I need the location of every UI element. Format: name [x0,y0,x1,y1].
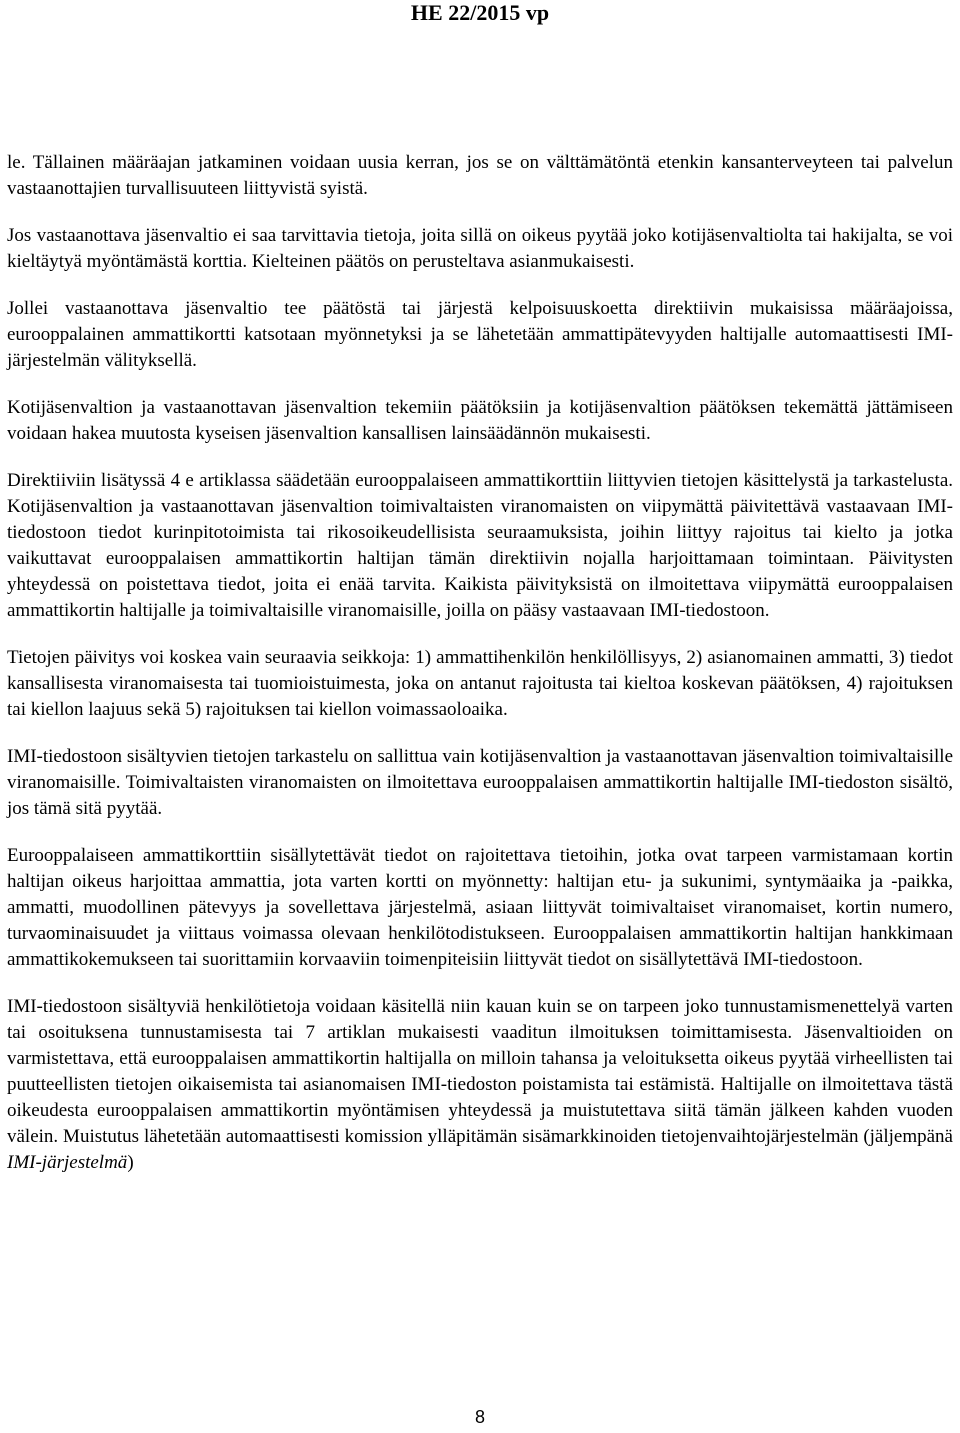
paragraph-1: le. Tällainen määräajan jatkaminen voidaan uusia kerran, jos se on välttämätöntä etenkin kansanterveyteen tai palvelun vastaanottajien turvallisuuteen liittyvistä syistä. [7,152,953,199]
paragraph-8: Eurooppalaiseen ammattikorttiin sisällytettävät tiedot on rajoitettava tietoihin, jotka ovat tarpeen varmistamaan kortin haltijan oikeus harjoittaa ammattia, jota varten kortti on myönnetty: haltijan etu- ja sukunimi, syntymäaika ja -paikka, ammatti, muodollinen pätevyys ja sovellettava järjestelmä, asiaan liittyvät toimivaltaiset viranomaiset, kortin numero, turvaominaisuudet ja viittaus voimassa olevaan henkilötodistukseen. Eurooppalaisen ammattikortin haltijan hankkimaan ammattikokemukseen tai suorittamiin korvaaviin toimenpiteisiin liittyvät tiedot on sisällytettävä IMI-tiedostoon. [7,845,953,970]
document-body [7,150,953,1197]
paragraph-3: Jollei vastaanottava jäsenvaltio tee päätöstä tai järjestä kelpoisuuskoetta direktiivin mukaisissa määräajoissa, eurooppalainen ammattikortti katsotaan myönnetyksi ja se lähetetään ammattipätevyyden haltijalle automaattisesti IMI- järjestelmän välityksellä. [7,298,953,371]
paragraph-4: Kotijäsenvaltion ja vastaanottavan jäsenvaltion tekemiin päätöksiin ja kotijäsenvaltion päätöksen tekemättä jättämiseen voidaan hakea muutosta kyseisen jäsenvaltion kansallisen lainsäädännön mukaisesti. [7,397,953,444]
paragraph-9-close-paren: ) [127,1152,134,1173]
paragraph-6: Tietojen päivitys voi koskea vain seuraavia seikkoja: 1) ammattihenkilön henkilöllisyys, 2) asianomainen ammatti, 3) tiedot kansallisesta viranomaisesta tai tuomioistuimesta, joka on antanut rajoitusta tai kieltoa koskevan päätöksen, 4) rajoituksen tai kiellon laajuus sekä 5) rajoituksen tai kiellon voimassaoloaika. [7,647,953,720]
paragraph-9-italic-term: IMI-järjestelmä [7,1152,128,1173]
paragraph-9 [7,994,953,1176]
paragraph-5: Direktiiviin lisätyssä 4 e artiklassa säädetään eurooppalaiseen ammattikorttiin liittyvien tietojen käsittelystä ja tarkastelusta. Kotijäsenvaltion ja vastaanottavan jäsenvaltion toimivaltaisten viranomaisten on viipymättä päivitettävä vastaavaan IMI-tiedostoon tiedot kurinpitotoimista tai rikosoikeudellisista seuraamuksista, joihin liittyy rajoitus tai kielto ja jotka vaikuttavat eurooppalaisen ammattikortin haltijan tämän direktiivin nojalla harjoittamaan toimintaan. Päivitysten yhteydessä on poistettava tiedot, joita ei enää tarvita. Kaikista päivityksistä on ilmoitettava viipymättä eurooppalaisen ammattikortin haltijalle ja toimivaltaisille viranomaisille, joilla on pääsy vastaavaan IMI-tiedostoon. [7,470,953,621]
paragraph-2: Jos vastaanottava jäsenvaltio ei saa tarvittavia tietoja, joita sillä on oikeus pyytää joko kotijäsenvaltiolta tai hakijalta, se voi kieltäytyä myöntämästä korttia. Kielteinen päätös on perusteltava asianmukaisesti. [7,225,953,272]
paragraph-7: IMI-tiedostoon sisältyvien tietojen tarkastelu on sallittua vain kotijäsenvaltion ja vastaanottavan jäsenvaltion toimivaltaisille viranomaisille. Toimivaltaisten viranomaisten on ilmoitettava eurooppalaisen ammattikortin haltijalle IMI-tiedoston sisältö, jos tämä sitä pyytää. [7,746,953,819]
paragraph-9-text: IMI-tiedostoon sisältyviä henkilötietoja voidaan käsitellä niin kauan kuin se on tarpeen joko tunnustamismenettelyä varten tai osoituksena tunnustamisesta tai 7 artiklan mukaisesti vaaditun ilmoituksen toimittamisesta. Jäsenvaltioiden on varmistettava, että eurooppalaisen ammattikortin haltijalla on milloin tahansa ja veloituksetta oikeus pyytää virheellisten tai puutteellisten tietojen oikaisemista tai asianomaisen IMI-tiedoston poistamista tai estämistä. Haltijalle on ilmoitettava tästä oikeudesta eurooppalaisen ammattikortin myöntämisen yhteydessä ja muistutettava siitä tämän jälkeen kahden vuoden välein. Muistutus lähetetään automaattisesti komission ylläpitämän sisämarkkinoiden tietojenvaihtojärjestelmän (jäljempänä [7,996,953,1147]
page-number: 8 [474,1407,485,1427]
document-id-header: HE 22/2015 vp [410,0,550,25]
